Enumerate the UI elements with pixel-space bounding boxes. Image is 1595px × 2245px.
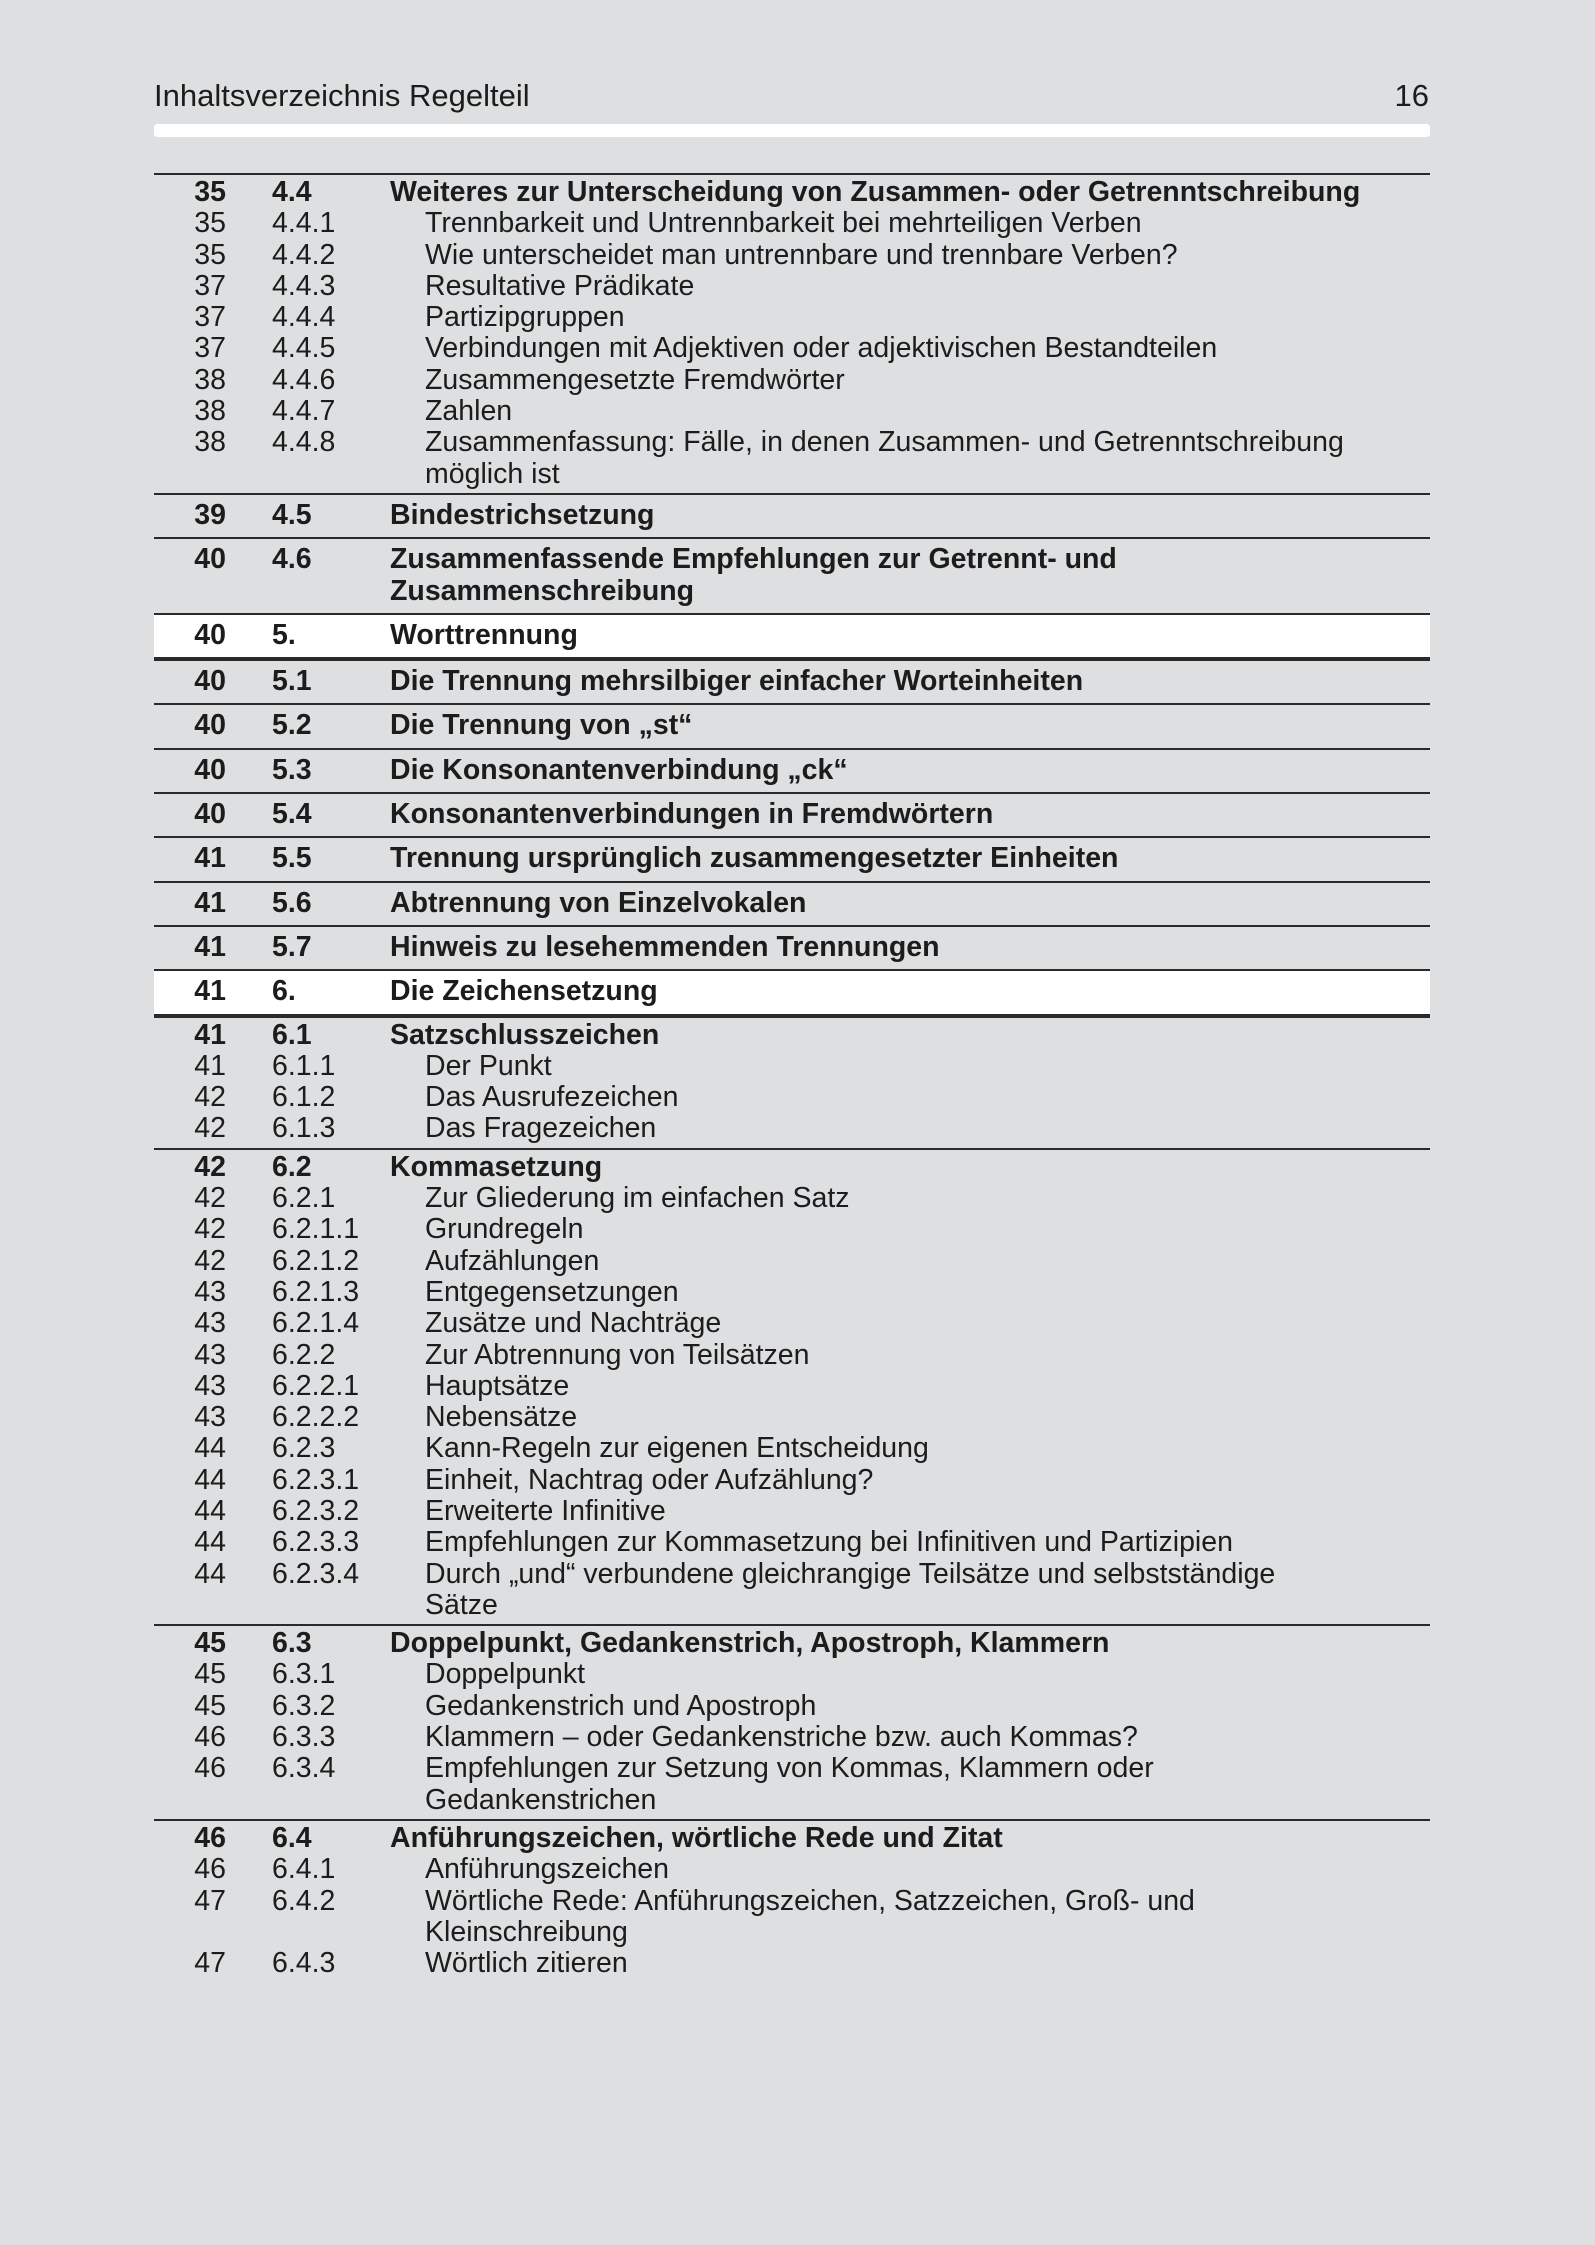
toc-section-number: 6.2 [272, 1150, 312, 1183]
page-number: 16 [1394, 78, 1429, 113]
toc-subentry-row[interactable] [154, 333, 1430, 364]
toc-page-number: 46 [194, 1821, 226, 1854]
toc-entry-title: Erweiterte Infinitive [425, 1494, 666, 1527]
toc-page-number: 42 [194, 1150, 226, 1183]
toc-entry-title: Hinweis zu lesehemmenden Trennungen [390, 930, 940, 963]
table-of-contents [154, 173, 1430, 1982]
toc-subentry-row[interactable] [154, 1051, 1430, 1082]
toc-subentry-row[interactable] [154, 240, 1430, 271]
toc-page-number: 35 [194, 238, 226, 271]
toc-section-block [154, 659, 1430, 703]
toc-entry-title: Die Zeichensetzung [390, 975, 658, 1008]
toc-page-number: 38 [194, 395, 226, 428]
toc-subentry-row[interactable] [154, 1465, 1430, 1496]
toc-entry-title: Der Punkt [425, 1049, 552, 1082]
toc-page-number: 43 [194, 1307, 226, 1340]
toc-subentry-row[interactable] [154, 1527, 1430, 1558]
toc-page-number: 47 [194, 1884, 226, 1917]
toc-page-number: 37 [194, 301, 226, 334]
toc-page-number: 44 [194, 1526, 226, 1559]
toc-section-number: 5.7 [272, 930, 312, 963]
toc-subentry-row[interactable] [154, 1214, 1430, 1245]
toc-subentry-row[interactable] [154, 1277, 1430, 1308]
toc-page-number: 44 [194, 1432, 226, 1465]
toc-section-number: 5.4 [272, 798, 312, 831]
toc-heading-row[interactable] [154, 976, 1430, 1007]
toc-section-number: 5. [272, 618, 296, 651]
toc-entry-title: Partizipgruppen [425, 301, 625, 334]
toc-section-block [154, 1148, 1430, 1624]
toc-heading-row[interactable] [154, 620, 1430, 651]
toc-page-number: 43 [194, 1401, 226, 1434]
toc-section-number: 6.3.4 [272, 1752, 336, 1785]
toc-page-number: 40 [194, 543, 226, 576]
toc-heading-row[interactable] [154, 500, 1430, 531]
toc-entry-title: Zusammengesetzte Fremdwörter [425, 363, 845, 396]
toc-heading-row[interactable] [154, 755, 1430, 786]
toc-subentry-row[interactable] [154, 1753, 1430, 1816]
toc-subentry-row[interactable] [154, 1659, 1430, 1690]
toc-section-number: 6.3.1 [272, 1658, 336, 1691]
toc-heading-row[interactable] [154, 1020, 1430, 1051]
toc-page-number: 46 [194, 1853, 226, 1886]
toc-chapter-block [154, 613, 1430, 659]
toc-entry-title: Zusammenfassung: Fälle, in denen Zusammen- und Getrenntschreibung möglich ist [425, 426, 1344, 490]
toc-section-block [154, 1819, 1430, 1982]
toc-section-number: 6.2.3 [272, 1432, 336, 1465]
toc-entry-title: Aufzählungen [425, 1244, 600, 1277]
toc-section-number: 4.4.6 [272, 363, 336, 396]
toc-section-number: 6.1.1 [272, 1049, 336, 1082]
toc-page-number: 44 [194, 1494, 226, 1527]
toc-section-number: 6.2.3.4 [272, 1557, 360, 1590]
toc-heading-row[interactable] [154, 710, 1430, 741]
toc-entry-title: Verbindungen mit Adjektiven oder adjektivischen Bestandteilen [425, 332, 1218, 365]
toc-page-number: 42 [194, 1213, 226, 1246]
toc-page-number: 35 [194, 176, 226, 208]
toc-page-number: 43 [194, 1338, 226, 1371]
toc-page-number: 44 [194, 1557, 226, 1590]
toc-section-number: 6.2.2 [272, 1338, 336, 1371]
toc-page-number: 38 [194, 363, 226, 396]
toc-section-block [154, 1624, 1430, 1819]
toc-entry-title: Trennbarkeit und Untrennbarkeit bei mehrteiligen Verben [425, 207, 1142, 240]
toc-entry-title: Entgegensetzungen [425, 1275, 679, 1308]
toc-section-number: 4.6 [272, 543, 312, 576]
toc-subentry-row[interactable] [154, 1340, 1430, 1371]
toc-heading-row[interactable] [154, 888, 1430, 919]
toc-entry-title: Konsonantenverbindungen in Fremdwörtern [390, 798, 994, 831]
toc-section-number: 4.5 [272, 498, 312, 531]
toc-entry-title: Weiteres zur Unterscheidung von Zusammen- oder Getrenntschreibung [390, 176, 1361, 208]
toc-entry-title: Trennung ursprünglich zusammengesetzter Einheiten [390, 842, 1119, 875]
toc-subentry-row[interactable] [154, 1082, 1430, 1113]
toc-section-number: 4.4.7 [272, 395, 336, 428]
toc-entry-title: Worttrennung [390, 618, 578, 651]
toc-page-number: 44 [194, 1463, 226, 1496]
toc-page-number: 42 [194, 1081, 226, 1114]
toc-entry-title: Wörtliche Rede: Anführungszeichen, Satzzeichen, Groß- und Kleinschreibung [425, 1884, 1195, 1948]
toc-page-number: 42 [194, 1112, 226, 1145]
toc-subentry-row[interactable] [154, 1886, 1430, 1949]
toc-heading-row[interactable] [154, 177, 1430, 208]
toc-subentry-row[interactable] [154, 1722, 1430, 1753]
toc-section-block [154, 173, 1430, 493]
toc-heading-row[interactable] [154, 843, 1430, 874]
toc-page-number: 37 [194, 332, 226, 365]
toc-section-number: 4.4 [272, 176, 312, 208]
toc-page-number: 42 [194, 1244, 226, 1277]
toc-page-number: 43 [194, 1369, 226, 1402]
toc-section-number: 4.4.4 [272, 301, 336, 334]
toc-entry-title: Die Trennung mehrsilbiger einfacher Worteinheiten [390, 665, 1084, 698]
toc-page-number: 39 [194, 498, 226, 531]
toc-section-number: 6.2.2.1 [272, 1369, 360, 1402]
toc-page-number: 45 [194, 1689, 226, 1722]
toc-section-number: 6.1.2 [272, 1081, 336, 1114]
toc-page-number: 37 [194, 269, 226, 302]
toc-section-number: 6.3 [272, 1627, 312, 1660]
toc-page-number: 41 [194, 930, 226, 963]
toc-page-number: 45 [194, 1627, 226, 1660]
toc-section-number: 6.2.3.3 [272, 1526, 360, 1559]
toc-section-number: 6.2.1.3 [272, 1275, 360, 1308]
toc-section-number: 6.4.2 [272, 1884, 336, 1917]
toc-subentry-row[interactable] [154, 1691, 1430, 1722]
toc-section-number: 4.4.3 [272, 269, 336, 302]
page-title: Inhaltsverzeichnis Regelteil [154, 78, 530, 113]
toc-entry-title: Zahlen [425, 395, 513, 428]
toc-section-number: 6.4.1 [272, 1853, 336, 1886]
toc-page-number: 41 [194, 975, 226, 1008]
toc-page-number: 35 [194, 207, 226, 240]
toc-entry-title: Zusammenfassende Empfehlungen zur Getrennt- und Zusammenschreibung [390, 543, 1117, 607]
toc-section-number: 6.1.3 [272, 1112, 336, 1145]
toc-subentry-row[interactable] [154, 365, 1430, 396]
toc-page-number: 43 [194, 1275, 226, 1308]
toc-page-number: 40 [194, 753, 226, 786]
toc-section-number: 5.2 [272, 709, 312, 742]
toc-entry-title: Klammern – oder Gedankenstriche bzw. auch Kommas? [425, 1721, 1138, 1754]
toc-heading-row[interactable] [154, 1628, 1430, 1659]
toc-section-number: 6.2.3.1 [272, 1463, 360, 1496]
toc-section-number: 6. [272, 975, 296, 1008]
toc-entry-title: Die Konsonantenverbindung „ck“ [390, 753, 848, 786]
toc-entry-title: Das Fragezeichen [425, 1112, 657, 1145]
toc-entry-title: Gedankenstrich und Apostroph [425, 1689, 817, 1722]
toc-entry-title: Anführungszeichen, wörtliche Rede und Zitat [390, 1821, 1003, 1854]
toc-section-number: 6.2.1 [272, 1182, 336, 1215]
toc-entry-title: Zur Gliederung im einfachen Satz [425, 1182, 850, 1215]
toc-heading-row[interactable] [154, 1152, 1430, 1183]
toc-section-block [154, 1016, 1430, 1148]
toc-page-number: 40 [194, 798, 226, 831]
toc-entry-title: Durch „und“ verbundene gleichrangige Teilsätze und selbstständige Sätze [425, 1557, 1276, 1621]
toc-page-number: 41 [194, 886, 226, 919]
toc-entry-title: Grundregeln [425, 1213, 584, 1246]
toc-page-number: 40 [194, 665, 226, 698]
toc-subentry-row[interactable] [154, 302, 1430, 333]
toc-entry-title: Empfehlungen zur Kommasetzung bei Infinitiven und Partizipien [425, 1526, 1233, 1559]
toc-entry-title: Abtrennung von Einzelvokalen [390, 886, 807, 919]
toc-heading-row[interactable] [154, 666, 1430, 697]
toc-heading-row[interactable] [154, 799, 1430, 830]
toc-section-number: 4.4.5 [272, 332, 336, 365]
toc-section-block [154, 881, 1430, 925]
toc-entry-title: Doppelpunkt, Gedankenstrich, Apostroph, Klammern [390, 1627, 1110, 1660]
toc-page-number: 47 [194, 1947, 226, 1980]
toc-subentry-row[interactable] [154, 1559, 1430, 1622]
toc-entry-title: Hauptsätze [425, 1369, 570, 1402]
toc-section-number: 6.2.1.1 [272, 1213, 360, 1246]
toc-entry-title: Zusätze und Nachträge [425, 1307, 722, 1340]
toc-entry-title: Nebensätze [425, 1401, 578, 1434]
toc-section-block [154, 537, 1430, 613]
toc-page-number: 41 [194, 1049, 226, 1082]
toc-entry-title: Zur Abtrennung von Teilsätzen [425, 1338, 810, 1371]
toc-page-number: 38 [194, 426, 226, 459]
toc-subentry-row[interactable] [154, 1948, 1430, 1979]
toc-subentry-row[interactable] [154, 1433, 1430, 1464]
toc-page-number: 46 [194, 1721, 226, 1754]
toc-page-number: 46 [194, 1752, 226, 1785]
toc-page-number: 40 [194, 709, 226, 742]
toc-subentry-row[interactable] [154, 1371, 1430, 1402]
toc-section-block [154, 493, 1430, 537]
toc-heading-row[interactable] [154, 544, 1430, 607]
toc-chapter-block [154, 969, 1430, 1015]
toc-heading-row[interactable] [154, 932, 1430, 963]
toc-subentry-row[interactable] [154, 1246, 1430, 1277]
toc-entry-title: Empfehlungen zur Setzung von Kommas, Klammern oder Gedankenstrichen [425, 1752, 1154, 1816]
toc-entry-title: Kann-Regeln zur eigenen Entscheidung [425, 1432, 929, 1465]
toc-heading-row[interactable] [154, 1823, 1430, 1854]
toc-entry-title: Bindestrichsetzung [390, 498, 655, 531]
header-divider-bar [154, 124, 1430, 137]
toc-section-number: 4.4.1 [272, 207, 336, 240]
toc-section-number: 6.2.2.2 [272, 1401, 360, 1434]
toc-subentry-row[interactable] [154, 208, 1430, 239]
toc-entry-title: Einheit, Nachtrag oder Aufzählung? [425, 1463, 874, 1496]
toc-section-number: 6.2.3.2 [272, 1494, 360, 1527]
toc-section-block [154, 836, 1430, 880]
toc-section-number: 4.4.2 [272, 238, 336, 271]
toc-section-block [154, 703, 1430, 747]
toc-entry-title: Resultative Prädikate [425, 269, 695, 302]
toc-entry-title: Wie unterscheidet man untrennbare und trennbare Verben? [425, 238, 1178, 271]
toc-section-number: 6.3.3 [272, 1721, 336, 1754]
toc-section-number: 6.4.3 [272, 1947, 336, 1980]
toc-subentry-row[interactable] [154, 1496, 1430, 1527]
toc-section-number: 4.4.8 [272, 426, 336, 459]
toc-entry-title: Wörtlich zitieren [425, 1947, 628, 1980]
toc-subentry-row[interactable] [154, 427, 1430, 490]
toc-section-number: 6.2.1.4 [272, 1307, 360, 1340]
toc-subentry-row[interactable] [154, 1402, 1430, 1433]
toc-entry-title: Anführungszeichen [425, 1853, 670, 1886]
toc-entry-title: Doppelpunkt [425, 1658, 586, 1691]
toc-section-block [154, 925, 1430, 969]
toc-entry-title: Kommasetzung [390, 1150, 603, 1183]
toc-section-number: 5.6 [272, 886, 312, 919]
toc-section-number: 5.3 [272, 753, 312, 786]
toc-subentry-row[interactable] [154, 1113, 1430, 1144]
toc-subentry-row[interactable] [154, 396, 1430, 427]
toc-section-number: 6.1 [272, 1018, 312, 1051]
toc-page-number: 40 [194, 618, 226, 651]
toc-page-number: 41 [194, 1018, 226, 1051]
toc-subentry-row[interactable] [154, 1308, 1430, 1339]
toc-section-number: 5.5 [272, 842, 312, 875]
toc-entry-title: Die Trennung von „st“ [390, 709, 693, 742]
toc-page-number: 45 [194, 1658, 226, 1691]
toc-subentry-row[interactable] [154, 1854, 1430, 1885]
page-header [154, 74, 1429, 118]
toc-section-number: 6.4 [272, 1821, 312, 1854]
toc-section-number: 6.3.2 [272, 1689, 336, 1722]
toc-section-block [154, 792, 1430, 836]
toc-page-number: 41 [194, 842, 226, 875]
toc-section-block [154, 748, 1430, 792]
toc-subentry-row[interactable] [154, 271, 1430, 302]
toc-section-number: 5.1 [272, 665, 312, 698]
toc-section-number: 6.2.1.2 [272, 1244, 360, 1277]
toc-entry-title: Satzschlusszeichen [390, 1018, 660, 1051]
toc-entry-title: Das Ausrufezeichen [425, 1081, 679, 1114]
toc-subentry-row[interactable] [154, 1183, 1430, 1214]
toc-page-number: 42 [194, 1182, 226, 1215]
